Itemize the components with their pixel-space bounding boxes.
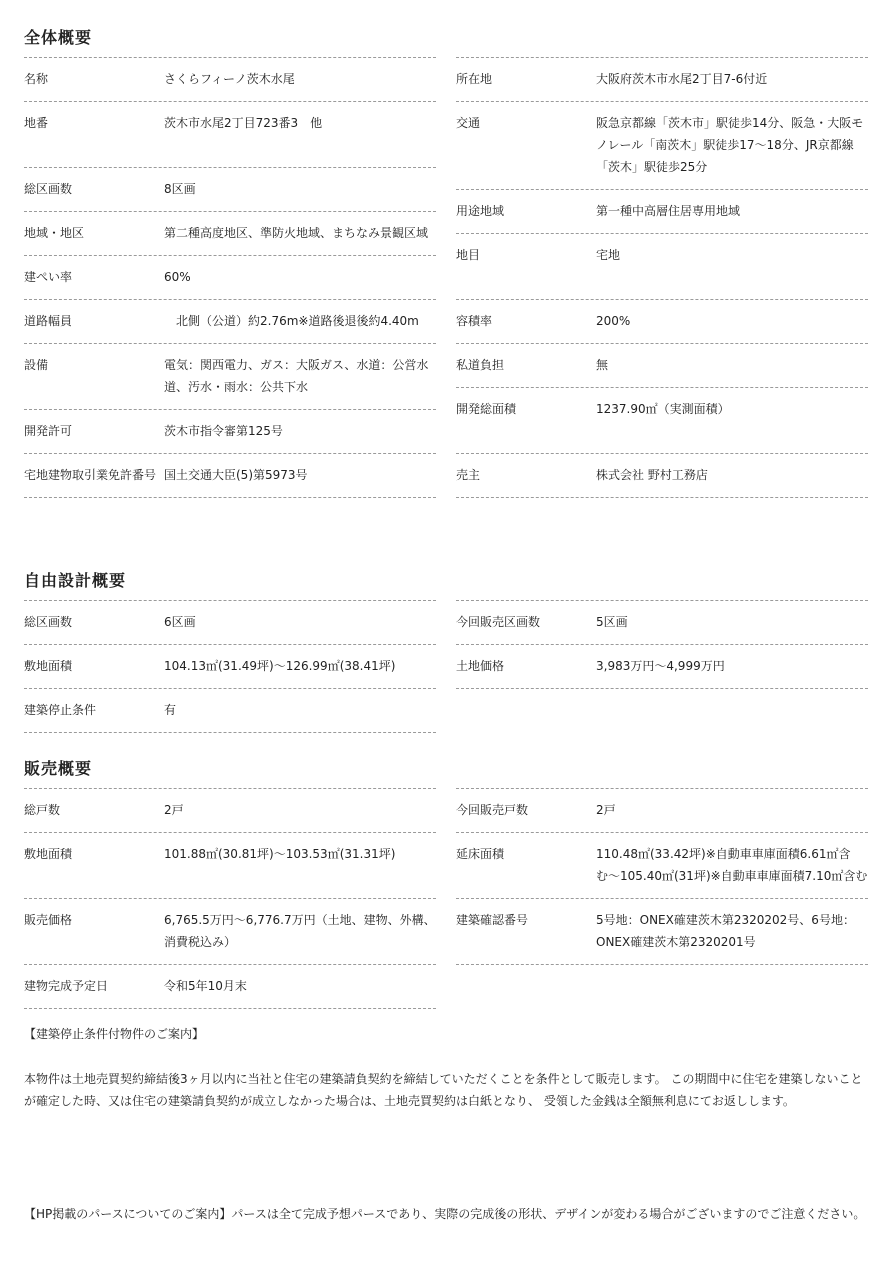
table-row [24,167,436,211]
row-label: 敷地面積 [24,659,73,673]
row-value: 8区画 [164,182,196,196]
table-row [24,57,436,101]
section-title: 自由設計概要 [24,571,127,590]
row-label: 交通 [456,116,481,130]
row-label: 建築停止条件 [24,703,97,717]
row-label: 容積率 [456,314,493,328]
free-design-right-column [456,600,868,733]
row-label: 地目 [456,248,481,262]
row-value: 阪急京都線「茨木市」駅徒歩14分、阪急・大阪モノレール「南茨木」駅徒歩17〜18分、JR京都線「茨木」駅徒歩25分 [596,116,864,174]
row-value: 5区画 [596,615,628,629]
row-value: 第二種高度地区、準防火地域、まちなみ景観区域 [164,226,429,240]
row-label: 販売価格 [24,913,73,927]
table-row [24,832,436,898]
row-value: 2戸 [596,803,616,817]
row-label: 売主 [456,468,481,482]
row-label: 敷地面積 [24,847,73,861]
row-value: 株式会社 野村工務店 [596,468,708,482]
row-value: 無 [596,358,609,372]
row-value: 3,983万円〜4,999万円 [596,659,725,673]
row-label: 開発総面積 [456,402,517,416]
table-row [24,101,436,167]
table-row [24,644,436,688]
row-label: 所在地 [456,72,493,86]
row-value: 5号地：ONEX確建茨木第2320202号、6号地：ONEX確建茨木第2320201号 [596,913,855,949]
row-label: 今回販売戸数 [456,803,529,817]
row-label: 延床面積 [456,847,505,861]
row-label: 道路幅員 [24,314,73,328]
table-row [456,299,868,343]
section-title: 全体概要 [24,28,93,47]
table-row [456,387,868,453]
row-label: 総区画数 [24,615,73,629]
table-row [24,600,436,644]
row-label: 宅地建物取引業免許番号 [24,468,157,482]
row-value: 200% [596,314,631,328]
row-value: 第一種中高層住居専用地域 [596,204,741,218]
row-value: 北側（公道）約2.76m※道路後退後約4.40m [164,314,419,328]
row-value: 令和5年10月末 [164,979,247,993]
table-row [24,343,436,409]
section-overview [24,27,868,498]
row-value: 国土交通大臣(5)第5973号 [164,468,308,482]
table-row [24,788,436,832]
table-row [24,409,436,453]
table-row [456,832,868,898]
table-row [456,600,868,644]
sales-left-column [24,788,436,1009]
row-value: 2戸 [164,803,184,817]
table-row [456,644,868,689]
section-free-design [24,570,868,733]
table-row [456,343,868,387]
table-row [24,255,436,299]
table-row [456,898,868,965]
row-value: 101.88㎡(30.81坪)〜103.53㎡(31.31坪) [164,847,396,861]
row-label: 設備 [24,358,49,372]
row-label: 総戸数 [24,803,61,817]
row-value: 電気：関西電力、ガス：大阪ガス、水道：公営水道、汚水・雨水：公共下水 [164,358,429,394]
stop-condition-body: 本物件は土地売買契約締結後3ヶ月以内に当社と住宅の建築請負契約を締結していただくことを条件として販売します。 この期間中に住宅を建築しないことが確定した時、又は住宅の建築請負契約が成立しなかった場合は、土地売買契約は白紙となり、 受領した金銭は全額無利息にてお返しします。 [24,1072,863,1108]
stop-condition-title: 【建築停止条件付物件のご案内】 [24,1027,205,1041]
table-row [456,57,868,101]
table-row [456,788,868,832]
row-label: 開発許可 [24,424,73,438]
row-value: 茨木市水尾2丁目723番3 他 [164,116,323,130]
table-row [24,211,436,255]
row-value: 104.13㎡(31.49坪)〜126.99㎡(38.41坪) [164,659,396,673]
row-value: 1237.90㎡（実測面積） [596,402,730,416]
free-design-left-column [24,600,436,733]
row-label: 建築確認番号 [456,913,529,927]
table-row [456,233,868,299]
row-value: 60% [164,270,191,284]
overview-right-column [456,57,868,498]
row-label: 総区画数 [24,182,73,196]
table-row [456,101,868,189]
row-label: 建物完成予定日 [24,979,109,993]
row-label: 地域・地区 [24,226,85,240]
table-row [456,189,868,233]
row-value: 6,765.5万円〜6,776.7万円（土地、建物、外構、消費税込み） [164,913,436,949]
row-value: さくらフィーノ茨木水尾 [164,72,295,86]
row-value: 大阪府茨木市水尾2丁目7-6付近 [596,72,768,86]
table-row [24,964,436,1009]
table-row [24,898,436,964]
section-title: 販売概要 [24,759,93,778]
row-value: 宅地 [596,248,621,262]
row-label: 名称 [24,72,49,86]
row-label: 地番 [24,116,49,130]
perspective-notice: 【HP掲載のパースについてのご案内】パースは全て完成予想パースであり、実際の完成後の形状、デザインが変わる場合がございますのでご注意ください。 [24,1207,866,1221]
section-sales [24,758,868,1009]
table-row [24,453,436,498]
overview-left-column [24,57,436,498]
row-label: 建ぺい率 [24,270,73,284]
row-value: 110.48㎡(33.42坪)※自動車車庫面積6.61㎡含む〜105.40㎡(31坪)※自動車車庫面積7.10㎡含む [596,847,868,883]
row-value: 有 [164,703,177,717]
table-row [24,299,436,343]
row-value: 6区画 [164,615,196,629]
sales-right-column [456,788,868,1009]
table-row [456,453,868,498]
row-label: 私道負担 [456,358,505,372]
row-label: 用途地域 [456,204,505,218]
row-label: 土地価格 [456,659,505,673]
table-row [24,688,436,733]
row-value: 茨木市指令審第125号 [164,424,283,438]
row-label: 今回販売区画数 [456,615,541,629]
